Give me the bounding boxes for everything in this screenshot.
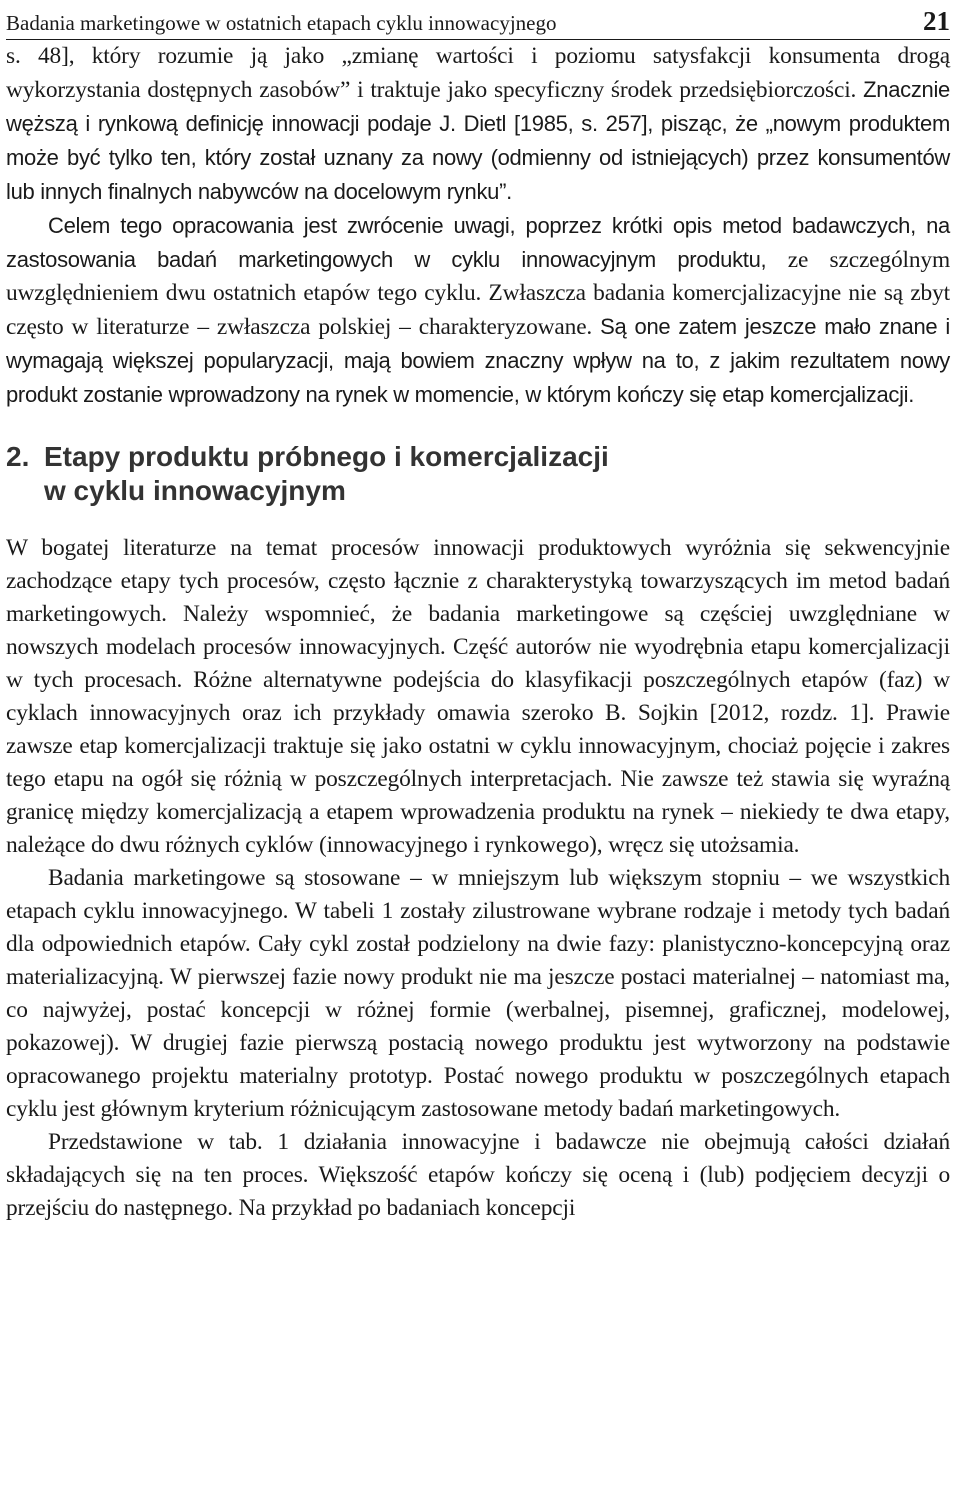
page-number: 21 [923, 6, 950, 36]
paragraph-text: Celem tego opracowania jest zwrócenie uwagi, poprzez krótki opis metod badawczych, na zastosowania badań marketingowych w cyklu innowacyjnym produktu, [6, 213, 950, 272]
section-number: 2. [6, 441, 30, 472]
section-title-line: w cyklu innowacyjnym [44, 475, 346, 506]
paragraph: W bogatej literaturze na temat procesów innowacji produktowych wyróżnia się sekwencyjnie zachodzące etapy tych procesów, często łącznie z charakterystyką towarzyszących im metod badań marketingowych. Należy wspomnieć, że badania marketingowe są częściej uwzględniane w nowszych modelach procesów innowacyjnych. Część autorów nie wyodrębnia etapu komercjalizacji w tych procesach. Różne alternatywne podejścia do klasyfikacji poszczególnych etapów (faz) w cyklach innowacyjnych oraz ich przykłady omawia szeroko B. Sojkin [2012, rozdz. 1]. Prawie zawsze etap komercjalizacji traktuje się jako ostatni w cyklu innowacyjnym, chociaż pojęcie i zakres tego etapu na ogół się różnią w poszczególnych interpretacjach. Nie zawsze też stawia się wyraźną granicę między komercjalizacją a etapem wprowadzenia produktu na rynek – niekiedy te dwa etapy, należące do dwu różnych cyklów (innowacyjnego i rynkowego), wręcz się utożsamia. [6, 535, 950, 858]
paragraph-text: Znacznie węższą i rynkową definicję innowacji podaje J. Dietl [1985, s. 257], pisząc, że „nowym produktem może być tylko ten, który został uznany za nowy (odmienny od istniejących) przez konsumentów lub innych finalnych nabywców na docelowym rynku”. [6, 77, 950, 204]
paragraph-text: s. 48], który rozumie ją jako „zmianę wartości i poziomu satysfakcji konsumenta drogą wykorzystania dostępnych zasobów” i traktuje jako specyficzny środek przedsiębiorczości. [6, 43, 950, 103]
paragraph: Badania marketingowe są stosowane – w mniejszym lub większym stopniu – we wszystkich etapach cyklu innowacyjnego. W tabeli 1 zostały zilustrowane wybrane rodzaje i metody tych badań dla odpowiednich etapów. Cały cykl został podzielony na dwie fazy: planistyczno-koncepcyjną oraz materializacyjną. W pierwszej fazie nowy produkt nie ma jeszcze postaci materialnej – natomiast ma, co najwyżej, postać koncepcji w różnej formie (werbalnej, pisemnej, graficznej, modelowej, pokazowej). W drugiej fazie pierwszą postacią nowego produktu jest wytworzony na podstawie opracowanego projektu materialny prototyp. Postać nowego produktu w poszczególnych etapach cyklu jest głównym kryterium różnicującym zastosowane metody badań marketingowych. [6, 865, 950, 1122]
paragraph-continuation [6, 40, 950, 209]
section-title [44, 440, 609, 508]
section-title-line: Etapy produktu próbnego i komercjalizacji [44, 441, 609, 472]
paragraph-text: ze szczególnym uwzględnieniem dwu ostatnich etapów tego cyklu. Zwłaszcza badania komercjalizacyjne nie są zbyt często w literaturze – zwłaszcza polskiej – charakteryzowane. [6, 247, 950, 340]
paragraph-aim [6, 209, 950, 412]
running-title: Badania marketingowe w ostatnich etapach cyklu innowacyjnego [6, 11, 557, 35]
section-heading [6, 440, 950, 508]
running-header [6, 0, 950, 40]
paragraph-text: Są one zatem jeszcze mało znane i wymagają większej popularyzacji, mają bowiem znaczny wpływ na to, z jakim rezultatem nowy produkt zostanie wprowadzony na rynek w momencie, w którym kończy się etap komercjalizacji. [6, 314, 950, 407]
body-text [6, 40, 950, 1225]
paragraph: Przedstawione w tab. 1 działania innowacyjne i badawcze nie obejmują całości działań składających się na ten proces. Większość etapów kończy się oceną i (lub) podjęciem decyzji o przejściu do następnego. Na przykład po badaniach koncepcji [6, 1129, 950, 1221]
